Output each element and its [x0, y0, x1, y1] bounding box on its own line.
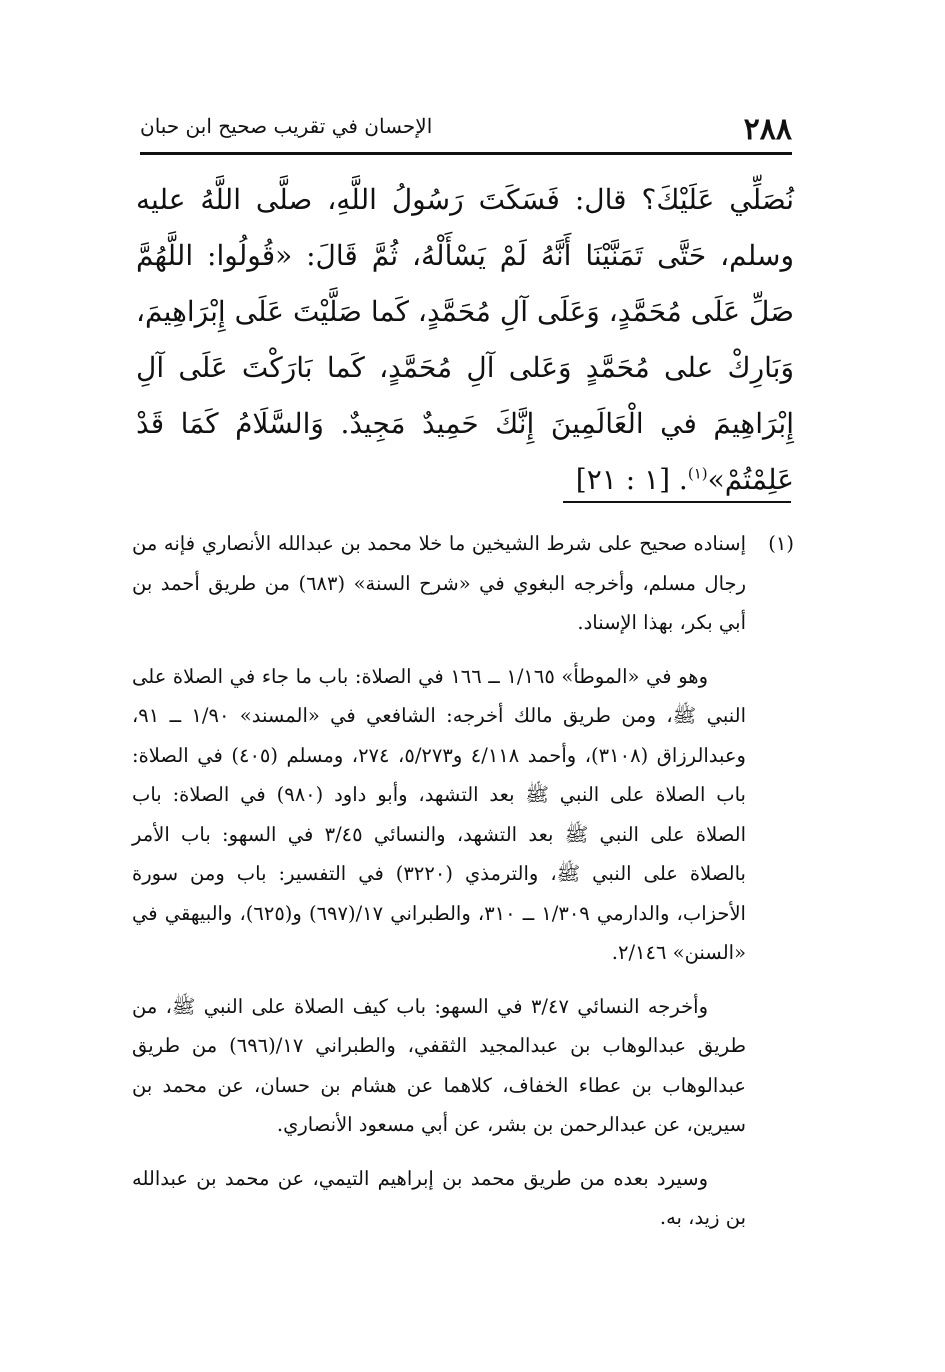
footnotes [132, 524, 794, 1238]
page-number: ٢٨٨ [743, 112, 792, 147]
footnote-paragraph: وسيرد بعده من طريق محمد بن إبراهيم التيمي، عن محمد بن عبدالله بن زيد، به. [132, 1166, 746, 1229]
hadith-body: نُصَلِّي عَلَيْكَ؟ قال: فَسَكَتَ رَسُولُ اللَّهِ، صلَّى اللَّهُ عليه وسلم، حَتَّى تَمَنَّيْنَا أَنَّهُ لَمْ يَسْأَلْهُ، ثُمَّ قَالَ: «قُولُوا: اللَّهُمَّ صَلِّ عَلَى مُحَمَّدٍ، وَعَلَى آلِ مُحَمَّدٍ، كَما صَلَّيْتَ عَلَى إِبْرَاهِيمَ، وَبَارِكْ على مُحَمَّدٍ وَعَلى آلِ مُحَمَّدٍ، كَما بَارَكْتَ عَلَى آلِ إِبْرَاهِيمَ في الْعَالَمِينَ إِنَّكَ حَمِيدٌ مَجِيدٌ. وَالسَّلَامُ كَمَا قَدْ عَلِمْتُمْ» [136, 183, 794, 496]
main-text [136, 172, 794, 508]
footnote-number: (١) [768, 532, 794, 555]
footnote-text: إسناده صحيح على شرط الشيخين ما خلا محمد بن عبدالله الأنصاري فإنه من رجال مسلم، وأخرجه البغوي في «شرح السنة» (٦٨٣) من طريق أحمد بن أبي بكر، بهذا الإسناد. [132, 532, 746, 634]
footnote-reference: (١) [687, 464, 708, 483]
footnote-paragraph: وهو في «الموطأ» ١/١٦٥ ــ ١٦٦ في الصلاة: باب ما جاء في الصلاة على النبي ﷺ، ومن طريق مالك أخرجه: الشافعي في «المسند» ١/٩٠ ــ ٩١، وعبدالرزاق (٣١٠٨)، وأحمد ٤/١١٨ و٥/٢٧٣، ٢٧٤، ومسلم (٤٠٥) في الصلاة: باب الصلاة على النبي ﷺ بعد التشهد، وأبو داود (٩٨٠) في الصلاة: باب الصلاة على النبي ﷺ بعد التشهد، والنسائي ٣/٤٥ في السهو: باب الأمر بالصلاة على النبي ﷺ، والترمذي (٣٢٢٠) في التفسير: باب ومن سورة الأحزاب، والدارمي ١/٣٠٩ ــ ٣١٠، والطبراني ١٧/(٦٩٧) و(٦٢٥)، والبيهقي في «السنن» ٢/١٤٦. [132, 664, 746, 964]
page-header [140, 108, 792, 155]
hadith-reference: [١ : ٢١] [575, 463, 671, 496]
hadith-text: نُصَلِّي عَلَيْكَ؟ قال: فَسَكَتَ رَسُولُ اللَّهِ، صلَّى اللَّهُ عليه وسلم، حَتَّى تَمَنَّيْنَا أَنَّهُ لَمْ يَسْأَلْهُ، ثُمَّ قَالَ: «قُولُوا: اللَّهُمَّ صَلِّ عَلَى مُحَمَّدٍ، وَعَلَى آلِ مُحَمَّدٍ، كَما صَلَّيْتَ عَلَى إِبْرَاهِيمَ، وَبَارِكْ على مُحَمَّدٍ وَعَلى آلِ مُحَمَّدٍ، كَما بَارَكْتَ عَلَى آلِ إِبْرَاهِيمَ في الْعَالَمِينَ إِنَّكَ حَمِيدٌ مَجِيدٌ. وَالسَّلَامُ كَمَا قَدْ عَلِمْتُمْ»$^{(١)}$. [١ : ٢١] [136, 183, 794, 496]
running-title: الإحسان في تقريب صحيح ابن حبان [140, 114, 433, 138]
footnote-paragraph [132, 524, 794, 643]
footnote-divider [563, 501, 791, 503]
footnote-paragraph: وأخرجه النسائي ٣/٤٧ في السهو: باب كيف الصلاة على النبي ﷺ، من طريق عبدالوهاب بن عبدالمجيد الثقفي، والطبراني ١٧/(٦٩٦) من طريق عبدالوهاب بن عطاء الخفاف، كلاهما عن هشام بن حسان، عن محمد بن سيرين، عن عبدالرحمن بن بشر، عن أبي مسعود الأنصاري. [132, 994, 746, 1136]
